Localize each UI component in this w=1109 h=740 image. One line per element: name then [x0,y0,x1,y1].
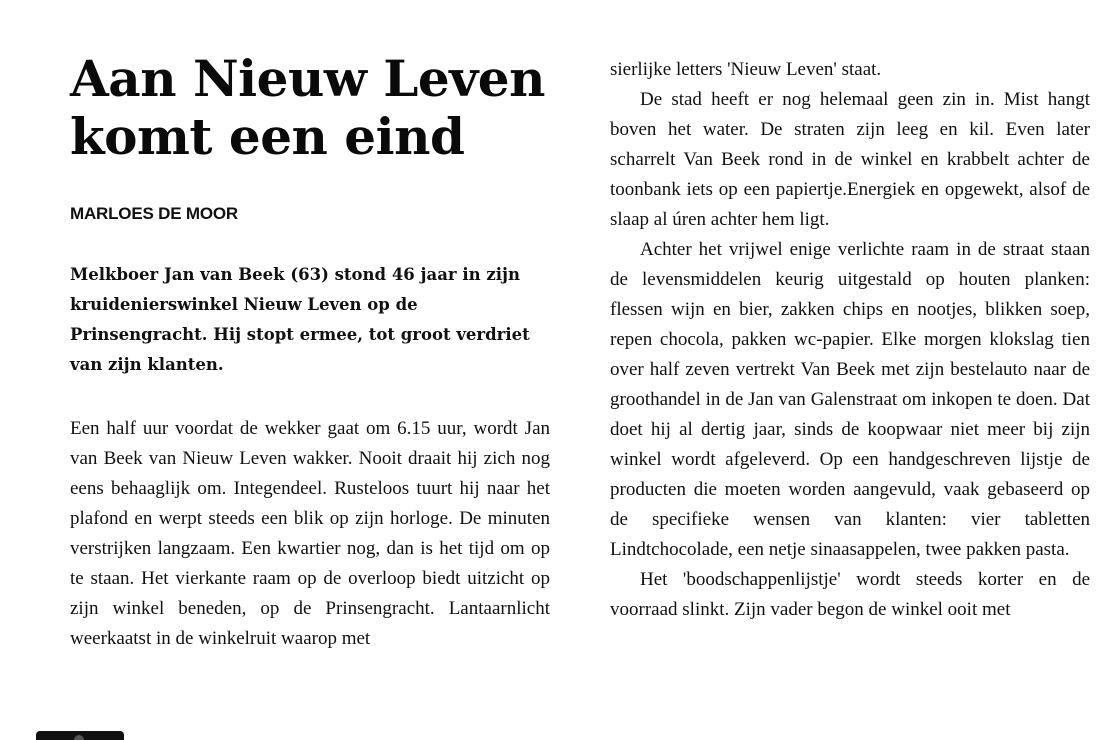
body-paragraph-4: Het 'boodschappenlijstje' wordt steeds korter en de voorraad slinkt. Zijn vader begon de winkel ooit met [610,569,1090,620]
body-paragraph-3: Achter het vrijwel enige verlichte raam in de straat staan de levensmiddelen keurig uitgestald op houten planken: flessen wijn en bier, zakken chips en nootjes, blikken soep, repen chocola, pakken wc-papier. Elke morgen klokslag tien over half zeven vertrekt Van Beek met zijn bestelauto naar de groothandel in de Jan van Galenstraat om inkopen te doen. Dat doet hij al dertig jaar, sinds de koopwaar niet meer bij zijn winkel wordt afgeleverd. Op een handgeschreven lijstje de producten die moeten worden aangevuld, vaak gebaseerd op de specifieke wensen van klanten: vier tabletten Lindtchocolade, een netje sinaasappelen, twee pakken pasta. [610,239,1090,560]
tab-icon [74,735,84,740]
article-headline: Aan Nieuw Leven komt een eind [70,49,545,166]
right-column [610,55,1090,625]
left-column [70,50,550,654]
body-paragraph-1: Een half uur voordat de wekker gaat om 6.15 uur, wordt Jan van Beek van Nieuw Leven wakker. Nooit draait hij zich nog eens behaaglijk om. Integendeel. Rusteloos tuurt hij naar het plafond en werpt steeds een blik op zijn horloge. De minuten verstrijken langzaam. Een kwartier nog, dan is het tijd om op te staan. Het vierkante raam op de overloop biedt uitzicht op zijn winkel beneden, op de Prinsengracht. Lantaarnlicht weerkaatst in de winkelruit waarop met [70,418,550,649]
article-intro: Melkboer Jan van Beek (63) stond 46 jaar in zijn kruidenierswinkel Nieuw Leven op de Prinsengracht. Hij stopt ermee, tot groot verdriet van zijn klanten. [70,265,530,374]
article-byline: MARLOES DE MOOR [70,204,238,223]
body-paragraph-2: De stad heeft er nog helemaal geen zin in. Mist hangt boven het water. De straten zijn leeg en kil. Even later scharrelt Van Beek rond in de winkel en krabbelt achter de toonbank iets op een papiertje.Energiek en opgewekt, alsof de slaap al úren achter hem ligt. [610,89,1090,230]
body-paragraph-continuation: sierlijke letters 'Nieuw Leven' staat. [610,59,882,80]
corner-tab[interactable] [36,731,124,740]
